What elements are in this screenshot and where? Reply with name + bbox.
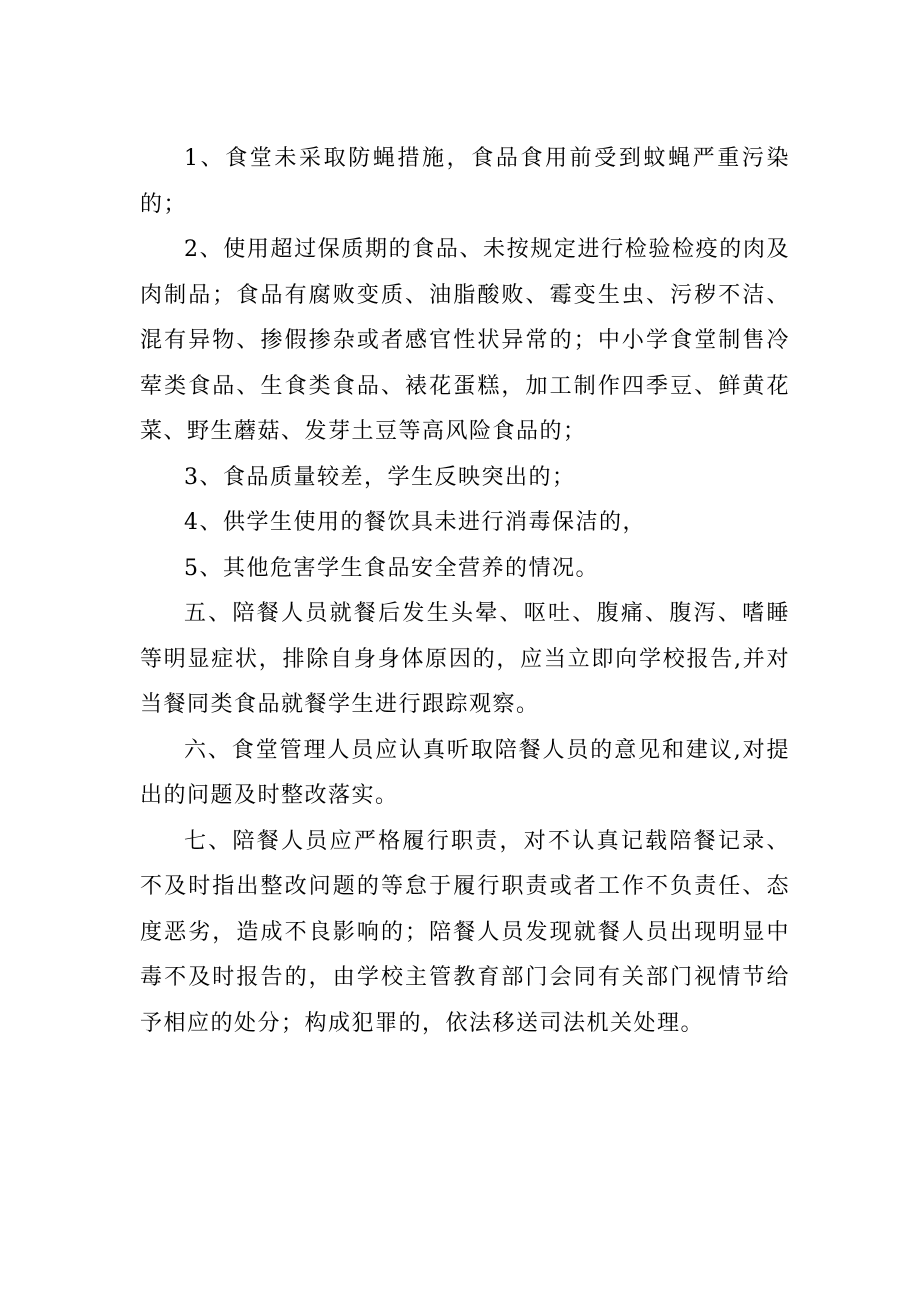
document-body: [140, 136, 790, 1046]
section-7-paragraph: 七、陪餐人员应严格履行职责，对不认真记载陪餐记录、不及时指出整改问题的等怠于履行职责或者工作不负责任、态度恶劣，造成不良影响的；陪餐人员发现就餐人员出现明显中毒不及时报告的，由学校主管教育部门会同有关部门视情节给予相应的处分；构成犯罪的，依法移送司法机关处理。: [140, 828, 790, 1036]
item-3-paragraph: 3、食品质量较差，学生反映突出的；: [184, 464, 576, 490]
item-2-paragraph: 2、使用超过保质期的食品、未按规定进行检验检疫的肉及肉制品；食品有腐败变质、油脂酸败、霉变生虫、污秽不洁、混有异物、掺假掺杂或者感官性状异常的；中小学食堂制售冷荤类食品、生食类食品、裱花蛋糕，加工制作四季豆、鲜黄花菜、野生蘑菇、发芽土豆等高风险食品的；: [140, 237, 790, 444]
item-4-paragraph: 4、供学生使用的餐饮具未进行消毒保洁的，: [184, 510, 646, 535]
section-5-paragraph: 五、陪餐人员就餐后发生头晕、呕吐、腹痛、腹泻、嗜睡等明显症状，排除自身身体原因的，应当立即向学校报告,并对当餐同类食品就餐学生进行跟踪观察。: [140, 601, 790, 717]
section-6-paragraph: 六、食堂管理人员应认真听取陪餐人员的意见和建议,对提出的问题及时整改落实。: [140, 737, 790, 808]
item-5-paragraph: 5、其他危害学生食品安全营养的情况。: [184, 555, 599, 581]
item-1-paragraph: 1、食堂未采取防蝇措施，食品食用前受到蚊蝇严重污染的；: [140, 146, 790, 217]
